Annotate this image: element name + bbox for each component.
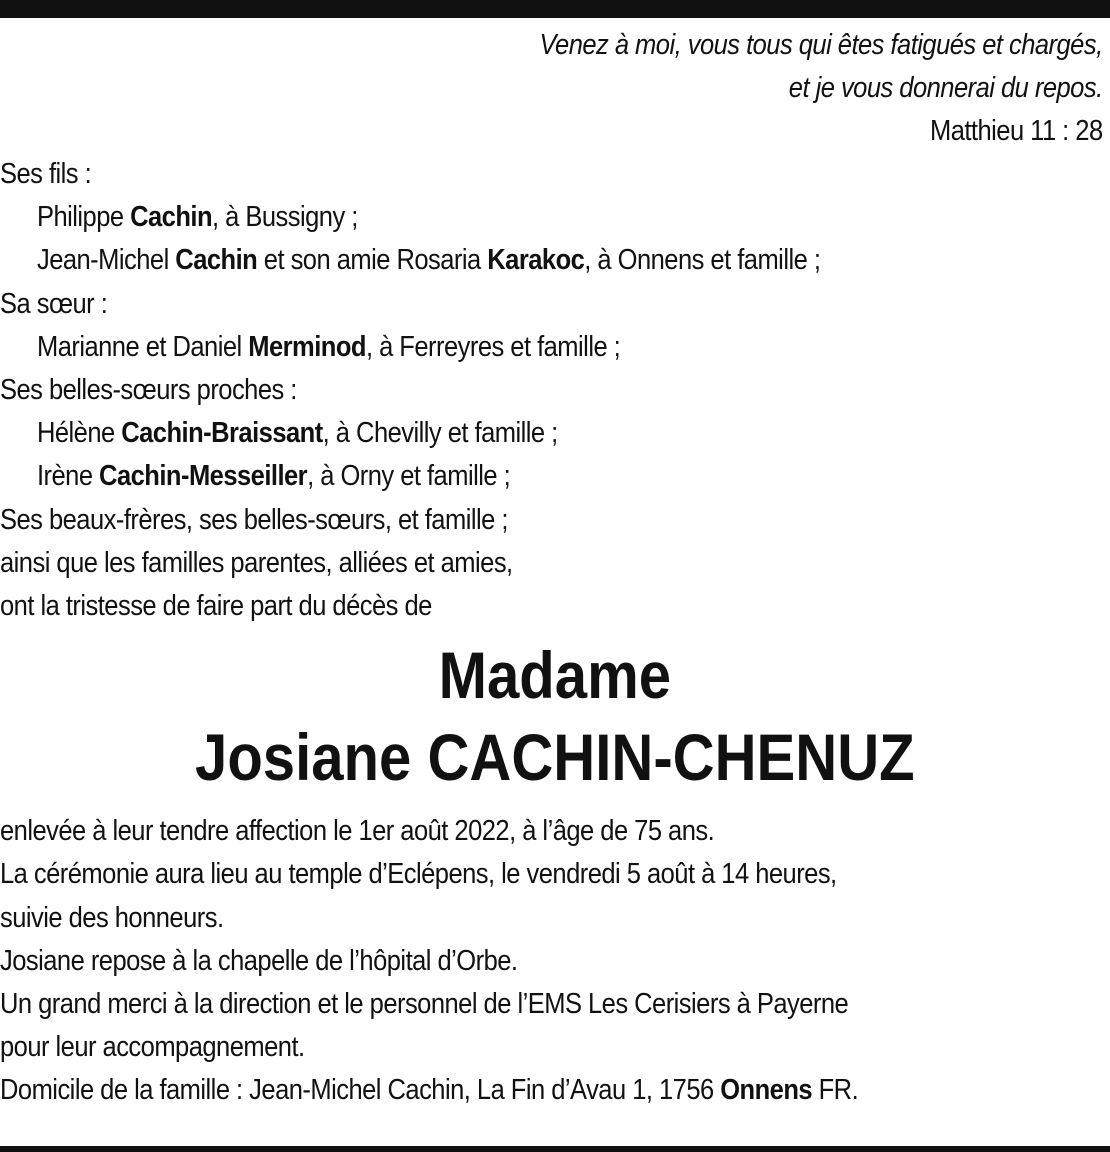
verse-reference: Matthieu 11 : 28 [929, 115, 1103, 147]
family-member: Philippe Cachin, à Bussigny ; [36, 201, 358, 234]
announce-line: ont la tristesse de faire part du décès de [0, 590, 432, 623]
top-rule [0, 0, 1110, 18]
detail-line: suivie des honneurs. [0, 901, 224, 934]
family-member: Irène Cachin-Messeiller, à Orny et famille ; [36, 460, 511, 493]
family-list [0, 153, 1110, 628]
obituary-notice [0, 24, 1110, 1113]
verse-line-2: et je vous donnerai du repos. [788, 72, 1103, 104]
others-line: Ses beaux-frères, ses belles-sœurs, et famille ; [0, 503, 508, 536]
sons-heading: Ses fils : [0, 158, 92, 190]
family-member: Hélène Cachin-Braissant, à Chevilly et famille ; [36, 417, 558, 450]
domicile-line: Domicile de la famille : Jean-Michel Cachin, La Fin d’Avau 1, 1756 Onnens FR. [0, 1074, 859, 1107]
detail-line: Un grand merci à la direction et le personnel de l’EMS Les Cerisiers à Payerne [0, 988, 849, 1021]
bible-verse [0, 24, 1110, 153]
detail-line: enlevée à leur tendre affection le 1er août 2022, à l’âge de 75 ans. [0, 815, 715, 848]
sister-heading: Sa sœur : [0, 287, 108, 320]
detail-line: pour leur accompagnement. [0, 1031, 305, 1064]
family-member: Jean-Michel Cachin et son amie Rosaria Karakoc, à Onnens et famille ; [36, 244, 821, 277]
detail-line: La cérémonie aura lieu au temple d’Eclépens, le vendredi 5 août à 14 heures, [0, 858, 837, 891]
family-member: Marianne et Daniel Merminod, à Ferreyres et famille ; [36, 330, 621, 363]
detail-line: Josiane repose à la chapelle de l’hôpital d’Orbe. [0, 944, 518, 977]
relatives-line: ainsi que les familles parentes, alliées et amies, [0, 546, 513, 579]
verse-line-1: Venez à moi, vous tous qui êtes fatigués et chargés, [539, 29, 1103, 61]
bottom-rule [0, 1146, 1110, 1152]
sisters-in-law-heading: Ses belles-sœurs proches : [0, 374, 297, 407]
ceremony-details [0, 810, 1110, 1112]
deceased-name: Josiane CACHIN-CHENUZ [195, 720, 915, 795]
deceased-title: Madame [438, 638, 672, 713]
deceased-name-block [0, 634, 1110, 798]
